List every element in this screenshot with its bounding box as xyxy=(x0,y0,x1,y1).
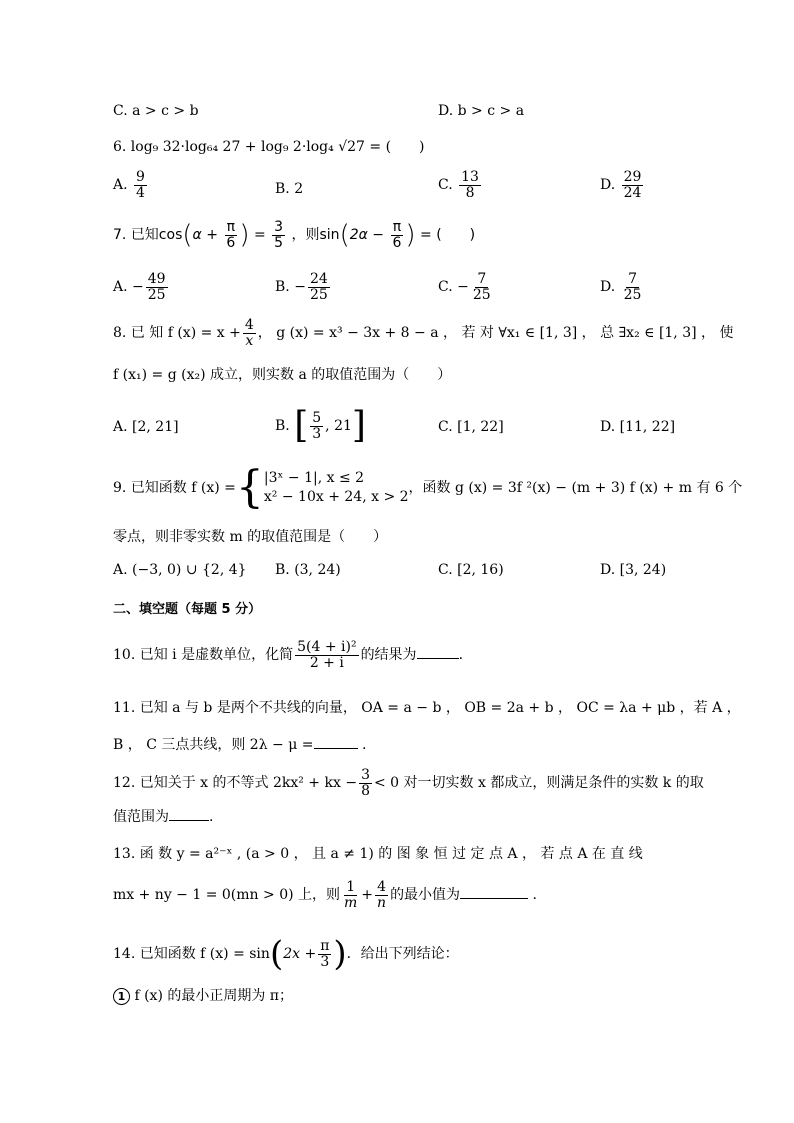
q13-stem-line2: mx + ny − 1 = 0(mn > 0) 上，则 $\frac{1}{m}$ + $\frac{4}{n}$ 的最小值为 . xyxy=(113,879,537,911)
q8-option-c: C. [1, 22] xyxy=(438,419,504,435)
q9-option-c: C. [2, 16) xyxy=(438,562,504,578)
q9-option-a: A. (−3, 0) ∪ {2, 4} xyxy=(113,562,247,578)
q8-option-d: D. [11, 22] xyxy=(600,419,676,435)
q12-stem-line1: 12. 已知关于 x 的不等式 2kx² + kx − $\frac{3}{8}$ < 0 对一切实数 x 都成立，则满足条件的实数 k 的取 xyxy=(113,767,704,799)
circled-number-1-icon: 1 xyxy=(113,988,130,1005)
q8-option-a: A. [2, 21] xyxy=(113,419,179,435)
q12-stem-line2: 值范围为 . xyxy=(113,809,214,825)
q7-option-d: D. $\frac{7}{25}$ xyxy=(600,271,642,303)
answer-blank[interactable] xyxy=(460,897,528,899)
q9-stem-line1: 9. 已知函数 f (x) ={ |3ˣ − 1|, x ≤ 2 x² − 10x + 24, x > 2 ，函数 g (x) = 3f ²(x) − (m + 3) f (x) + m 有 6 个 xyxy=(113,462,743,513)
q10-stem: 10. 已知 i 是虚数单位，化简 $\frac{\text{5(4 + i)²}}{2 + i}$ 的结果为 . xyxy=(113,639,464,671)
q8-option-b: B. [ $\frac{5}{3}$ , 21] xyxy=(275,405,366,446)
option-label: D. xyxy=(600,177,616,194)
q7-option-a: A. − $\frac{49}{25}$ xyxy=(113,271,166,303)
q8-stem-line2: f (x₁) = g (x₂) 成立，则实数 a 的取值范围为（ ） xyxy=(113,367,452,383)
fraction: $\frac{29}{24}$ xyxy=(623,169,642,201)
q5-option-d: D. b > c > a xyxy=(438,103,525,119)
q6-stem: 6. log₉ 32·log₆₄ 27 + log₉ 2·log₄ √27 = ( ) xyxy=(113,139,425,155)
fraction: $\frac{9}{4}$ xyxy=(136,169,145,201)
piecewise: |3ˣ − 1|, x ≤ 2 x² − 10x + 24, x > 2 xyxy=(263,470,409,505)
answer-blank[interactable] xyxy=(417,657,459,659)
q7-option-c: C. − $\frac{7}{25}$ xyxy=(438,271,491,303)
q6-option-a xyxy=(113,170,149,200)
q8-stem-line1: 8. 已 知 f (x) = x + $\frac{4}{x}$ ， g (x) = x³ − 3x + 8 − a ， 若 对 ∀x₁ ∈ [1, 3] ， 总 ∃x₂ ∈ [1, 3] ， 使 xyxy=(113,317,734,349)
answer-blank[interactable] xyxy=(314,747,358,749)
q11-stem-line2: B ， C 三点共线，则 2λ − μ = . xyxy=(113,737,367,753)
q14-stem: 14. 已知函数 f (x) = sin(2x + $\frac{\pi}{3}$ )．给出下列结论： xyxy=(113,934,459,974)
section-heading: 二、填空题（每题 5 分） xyxy=(113,602,262,617)
fraction: $\frac{13}{8}$ xyxy=(461,169,479,201)
q11-stem-line1: 11. 已知 a 与 b 是两个不共线的向量， OA = a − b ， OB = 2a + b ， OC = λa + μb ，若 A ， xyxy=(113,700,741,716)
q9-option-d: D. [3, 24) xyxy=(600,562,667,578)
conclusion-item-1: 1 f (x) 的最小正周期为 π； xyxy=(113,988,293,1005)
q5-option-c: C. a > c > b xyxy=(113,103,199,119)
q7-option-b: B. − $\frac{24}{25}$ xyxy=(275,271,328,303)
q9-stem-line2: 零点，则非零实数 m 的取值范围是（ ） xyxy=(113,529,388,545)
option-label: A. xyxy=(113,177,128,194)
q6-option-d xyxy=(600,170,645,200)
q6-option-b: B. 2 xyxy=(275,181,304,197)
q6-option-c xyxy=(438,170,483,200)
q9-option-b: B. (3, 24) xyxy=(275,562,341,578)
q13-stem-line1: 13. 函 数 y = a²⁻ˣ , (a > 0 ， 且 a ≠ 1) 的 图 象 恒 过 定 点 A ， 若 点 A 在 直 线 xyxy=(113,846,643,862)
option-label: C. xyxy=(438,177,453,194)
q7-stem: 7. 已知cos(α + $\frac{\pi}{6}$ ) = $\frac{3}{5}$ ，则sin(2α − $\frac{\pi}{6}$ ) = ( ) xyxy=(113,219,476,251)
answer-blank[interactable] xyxy=(169,819,209,821)
